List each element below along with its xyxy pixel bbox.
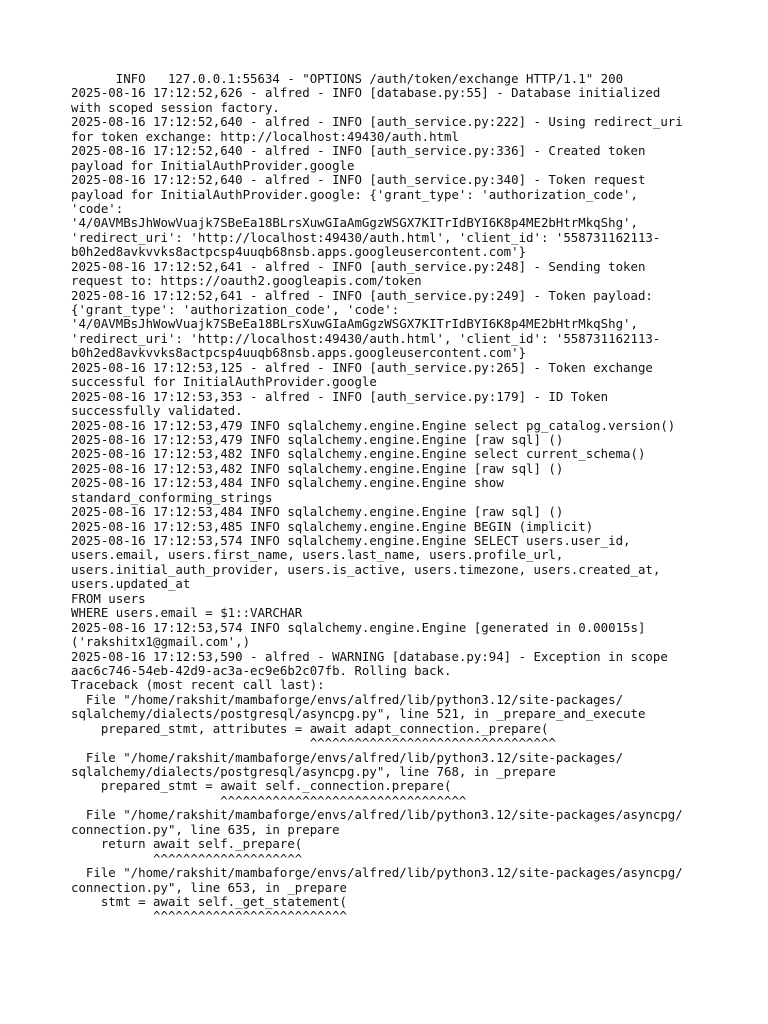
log-line: request to: https://oauth2.googleapis.com/token bbox=[71, 273, 422, 289]
log-line: 2025-08-16 17:12:52,641 - alfred - INFO [auth_service.py:248] - Sending token bbox=[71, 258, 646, 274]
log-line: Traceback (most recent call last): bbox=[71, 677, 325, 693]
log-line: FROM users bbox=[71, 590, 146, 606]
log-line: ^^^^^^^^^^^^^^^^^^^^^^^^^^^^^^^^^ bbox=[71, 792, 467, 808]
log-line: 2025-08-16 17:12:53,482 INFO sqlalchemy.engine.Engine [raw sql] () bbox=[71, 460, 564, 476]
log-line: users.email, users.first_name, users.last_name, users.profile_url, bbox=[71, 547, 564, 563]
log-line: 'redirect_uri': 'http://localhost:49430/auth.html', 'client_id': '558731162113- bbox=[71, 330, 661, 346]
log-line: 2025-08-16 17:12:52,640 - alfred - INFO [auth_service.py:222] - Using redirect_uri bbox=[71, 114, 683, 130]
log-line: 2025-08-16 17:12:53,590 - alfred - WARNING [database.py:94] - Exception in scope bbox=[71, 648, 668, 664]
log-line: 2025-08-16 17:12:53,482 INFO sqlalchemy.engine.Engine select current_schema() bbox=[71, 446, 646, 462]
log-line: 2025-08-16 17:12:53,574 INFO sqlalchemy.engine.Engine SELECT users.user_id, bbox=[71, 533, 631, 548]
log-line: stmt = await self._get_statement( bbox=[71, 893, 348, 909]
log-line: b0h2ed8avkvvks8actpcsp4uuqb68nsb.apps.googleusercontent.com'} bbox=[71, 244, 527, 260]
log-line: ('rakshitx1@gmail.com',) bbox=[71, 634, 251, 650]
log-line: 'redirect_uri': 'http://localhost:49430/auth.html', 'client_id': '558731162113- bbox=[71, 229, 661, 245]
log-line: ^^^^^^^^^^^^^^^^^^^^ bbox=[71, 850, 303, 866]
log-line: File "/home/rakshit/mambaforge/envs/alfred/lib/python3.12/site-packages/asyncpg/ bbox=[71, 865, 683, 881]
log-line: File "/home/rakshit/mambaforge/envs/alfred/lib/python3.12/site-packages/ bbox=[71, 691, 624, 707]
log-line: 2025-08-16 17:12:53,353 - alfred - INFO [auth_service.py:179] - ID Token bbox=[71, 388, 609, 404]
log-line: payload for InitialAuthProvider.google bbox=[71, 157, 355, 173]
log-line: successful for InitialAuthProvider.google bbox=[71, 374, 377, 390]
log-line: 2025-08-16 17:12:53,479 INFO sqlalchemy.engine.Engine [raw sql] () bbox=[71, 431, 564, 447]
log-line: b0h2ed8avkvvks8actpcsp4uuqb68nsb.apps.googleusercontent.com'} bbox=[71, 345, 527, 361]
log-line: File "/home/rakshit/mambaforge/envs/alfred/lib/python3.12/site-packages/ bbox=[71, 749, 624, 765]
log-line: prepared_stmt = await self._connection.prepare( bbox=[71, 778, 452, 794]
log-line: 2025-08-16 17:12:52,641 - alfred - INFO [auth_service.py:249] - Token payload: bbox=[71, 287, 653, 303]
log-line: 2025-08-16 17:12:53,125 - alfred - INFO [auth_service.py:265] - Token exchange bbox=[71, 359, 653, 375]
log-line: 2025-08-16 17:12:52,640 - alfred - INFO [auth_service.py:336] - Created token bbox=[71, 143, 646, 159]
log-line: sqlalchemy/dialects/postgresql/asyncpg.py", line 768, in _prepare bbox=[71, 764, 556, 779]
log-line: '4/0AVMBsJhWowVuajk7SBeEa18BLrsXuwGIaAmGgzWSGX7KITrIdBYI6K8p4ME2bHtrMkqShg', bbox=[71, 215, 638, 231]
log-line: with scoped session factory. bbox=[71, 99, 280, 115]
log-line: connection.py", line 635, in prepare bbox=[71, 821, 340, 837]
log-line: 'code': bbox=[71, 200, 124, 216]
log-line: 2025-08-16 17:12:53,484 INFO sqlalchemy.engine.Engine [raw sql] () bbox=[71, 504, 564, 520]
log-line: 2025-08-16 17:12:52,626 - alfred - INFO [database.py:55] - Database initialized bbox=[71, 85, 661, 101]
log-line: ^^^^^^^^^^^^^^^^^^^^^^^^^^ bbox=[71, 908, 348, 924]
log-line: 2025-08-16 17:12:53,574 INFO sqlalchemy.engine.Engine [generated in 0.00015s] bbox=[71, 619, 646, 635]
log-line: WHERE users.email = $1::VARCHAR bbox=[71, 605, 303, 621]
log-line: '4/0AVMBsJhWowVuajk7SBeEa18BLrsXuwGIaAmGgzWSGX7KITrIdBYI6K8p4ME2bHtrMkqShg', bbox=[71, 316, 638, 332]
log-line: sqlalchemy/dialects/postgresql/asyncpg.py", line 521, in _prepare_and_execute bbox=[71, 706, 646, 722]
log-output bbox=[71, 72, 751, 924]
log-line: users.initial_auth_provider, users.is_active, users.timezone, users.created_at, bbox=[71, 561, 661, 577]
log-line: payload for InitialAuthProvider.google: {'grant_type': 'authorization_code', bbox=[71, 186, 638, 202]
log-line: connection.py", line 653, in _prepare bbox=[71, 879, 348, 895]
log-line: return await self._prepare( bbox=[71, 836, 303, 852]
log-line: standard_conforming_strings bbox=[71, 489, 273, 505]
log-line: File "/home/rakshit/mambaforge/envs/alfred/lib/python3.12/site-packages/asyncpg/ bbox=[71, 807, 683, 823]
log-line: ^^^^^^^^^^^^^^^^^^^^^^^^^^^^^^^^^ bbox=[71, 735, 556, 751]
log-line: prepared_stmt, attributes = await adapt_connection._prepare( bbox=[71, 720, 549, 736]
log-line: {'grant_type': 'authorization_code', 'code': bbox=[71, 302, 400, 317]
log-line: aac6c746-54eb-42d9-ac3a-ec9e6b2c07fb. Rolling back. bbox=[71, 662, 452, 678]
log-line: for token exchange: http://localhost:49430/auth.html bbox=[71, 128, 459, 144]
log-line: 2025-08-16 17:12:53,479 INFO sqlalchemy.engine.Engine select pg_catalog.version() bbox=[71, 417, 676, 433]
log-line: 2025-08-16 17:12:52,640 - alfred - INFO [auth_service.py:340] - Token request bbox=[71, 172, 646, 188]
log-line: INFO 127.0.0.1:55634 - "OPTIONS /auth/token/exchange HTTP/1.1" 200 bbox=[71, 71, 624, 86]
log-line: 2025-08-16 17:12:53,484 INFO sqlalchemy.engine.Engine show bbox=[71, 475, 504, 491]
log-line: 2025-08-16 17:12:53,485 INFO sqlalchemy.engine.Engine BEGIN (implicit) bbox=[71, 518, 594, 534]
log-line: successfully validated. bbox=[71, 403, 243, 419]
log-line: users.updated_at bbox=[71, 576, 191, 592]
